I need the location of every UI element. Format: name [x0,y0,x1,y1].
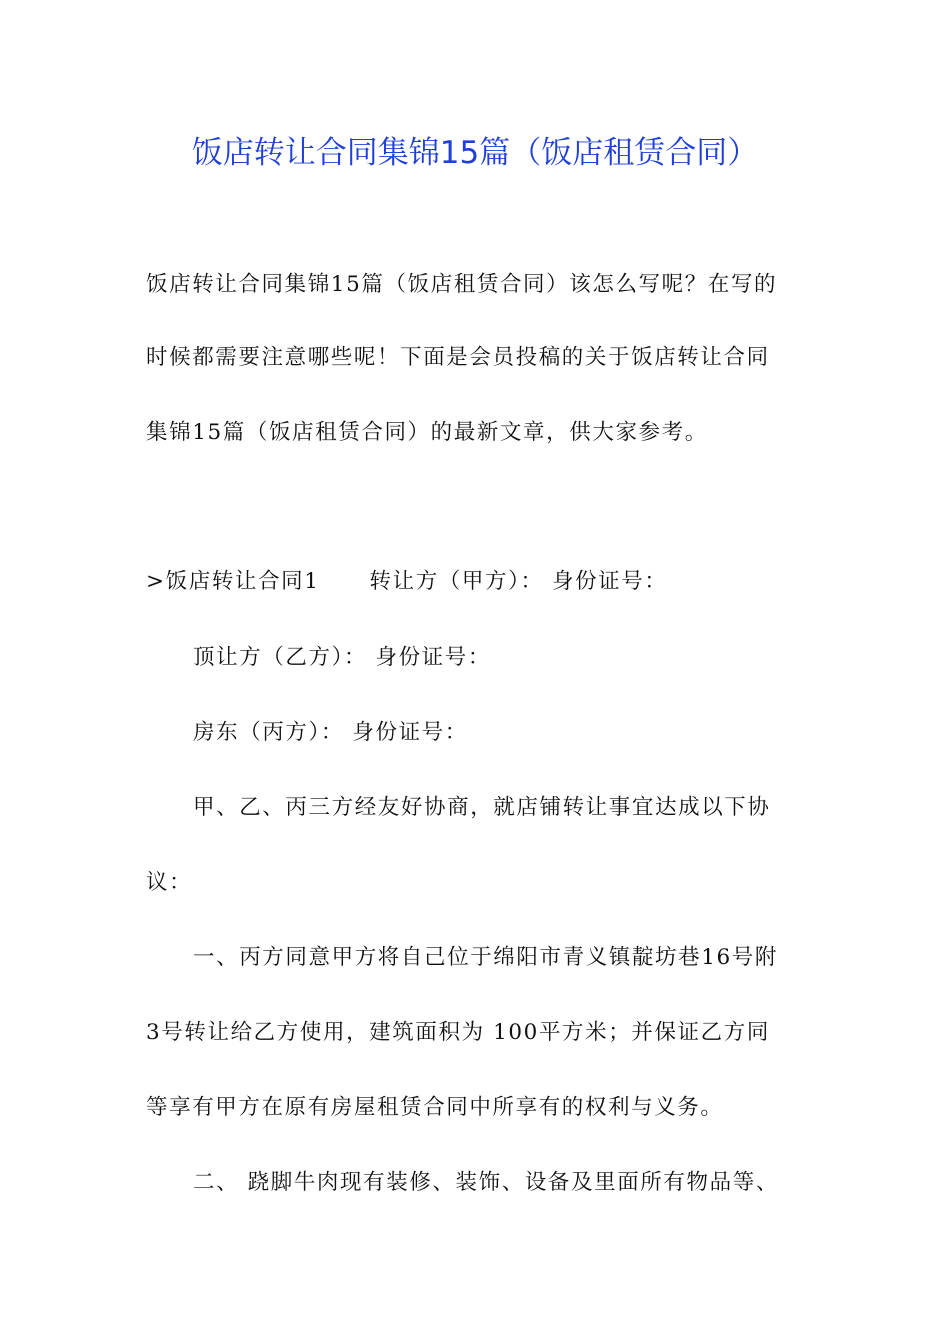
document-title: 饭店转让合同集锦15篇（饭店租赁合同） [191,135,759,171]
agreement-line-2: 议： [146,870,193,895]
clause1-line-2: 3号转让给乙方使用，建筑面积为 100平方米；并保证乙方同 [146,1020,770,1045]
agreement-line-1: 甲、乙、丙三方经友好协商，就店铺转让事宜达成以下协 [193,795,771,820]
clause1-line-1: 一、丙方同意甲方将自己位于绵阳市青义镇靛坊巷16号附 [193,945,778,970]
intro-line-2: 时候都需要注意哪些呢！下面是会员投稿的关于饭店转让合同 [146,345,770,370]
section1-heading-line [146,567,826,597]
party-c-line: 房东（丙方）： 身份证号： [193,720,468,745]
party-a-line: 转让方（甲方）： 身份证号： [369,569,668,594]
party-b-line: 顶让方（乙方）： 身份证号： [193,645,491,670]
clause1-line-3: 等享有甲方在原有房屋租赁合同中所享有的权利与义务。 [146,1095,724,1120]
clause2-line-1: 二、 跷脚牛肉现有装修、装饰、设备及里面所有物品等、 [193,1170,779,1195]
intro-line-3: 集锦15篇（饭店租赁合同）的最新文章，供大家参考。 [146,420,708,445]
intro-line-1: 饭店转让合同集锦15篇（饭店租赁合同）该怎么写呢？在写的 [146,272,778,297]
section1-heading: >饭店转让合同1 [146,569,320,594]
